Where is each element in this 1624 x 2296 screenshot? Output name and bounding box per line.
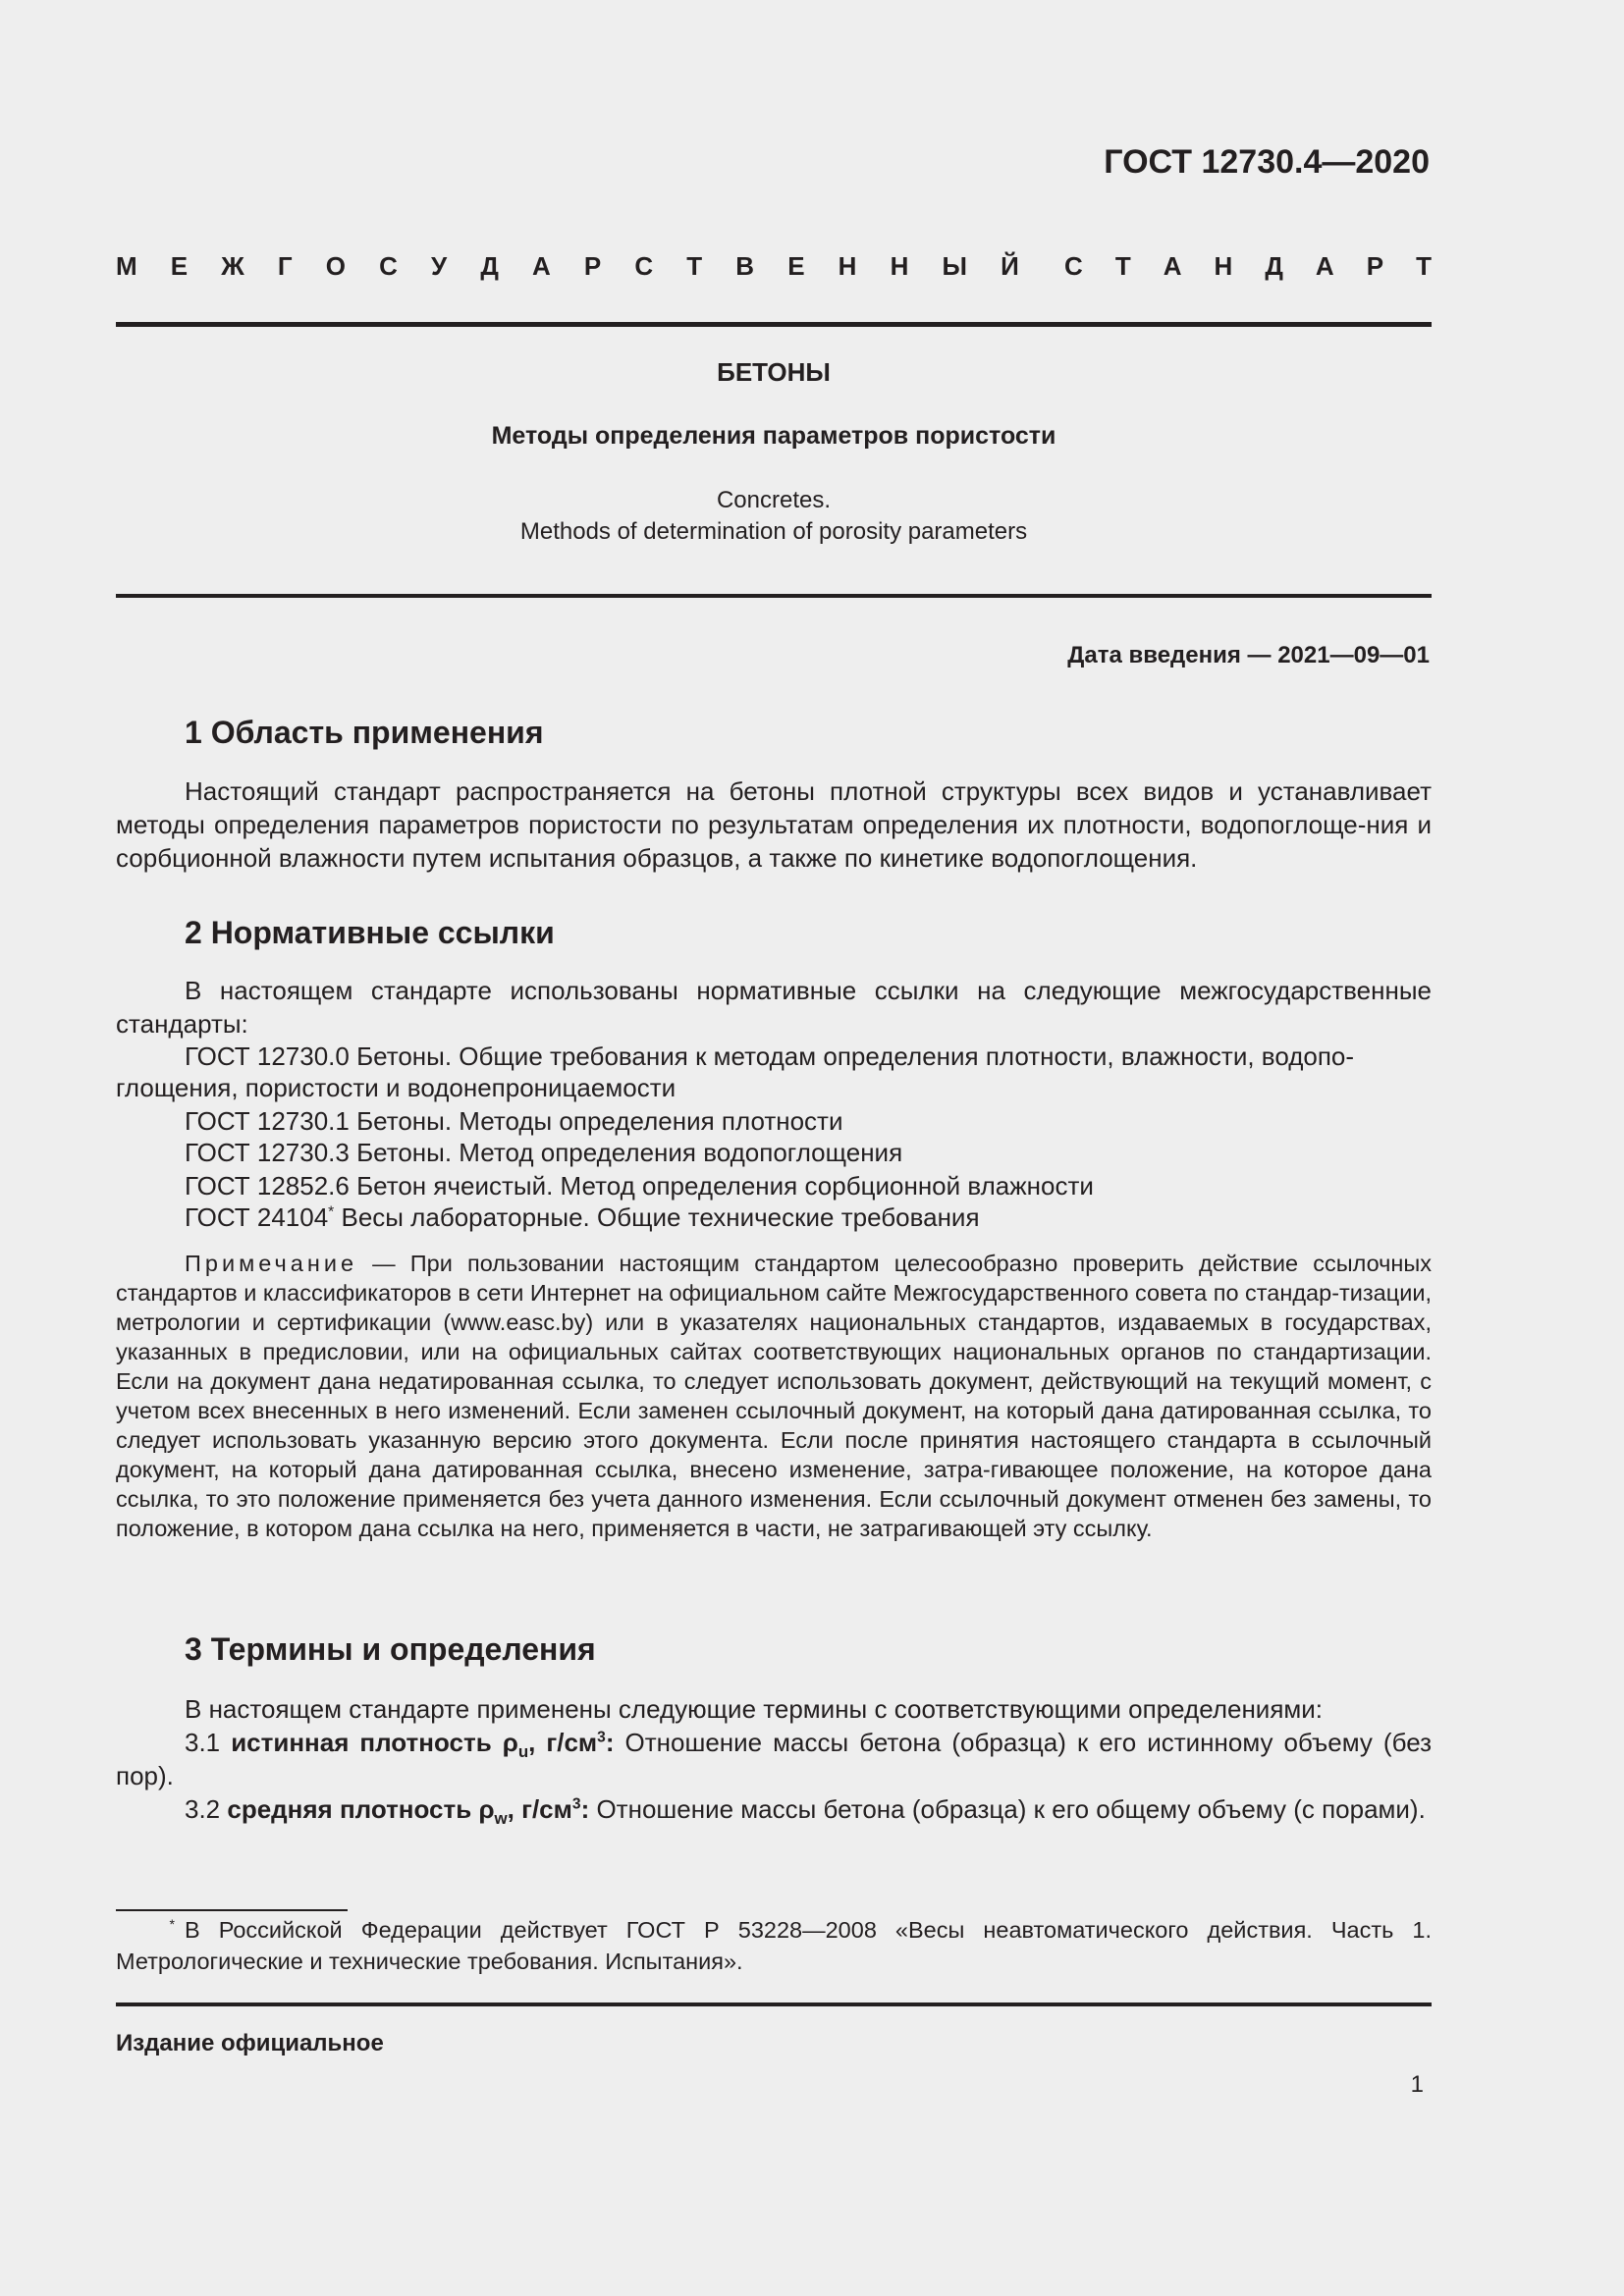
page-number: 1 (1410, 2071, 1424, 2098)
section3-intro (116, 1692, 1432, 1726)
term-name-text: истинная плотность ρ (231, 1728, 518, 1757)
term-number: 3.2 (185, 1794, 228, 1824)
banner-letter: Н (890, 251, 909, 281)
english-title (116, 485, 1432, 548)
reference-gost-12730-1: ГОСТ 12730.1 Бетоны. Методы определения плотности (185, 1106, 843, 1136)
term-unit: , г/см (507, 1794, 572, 1824)
english-title-line2: Methods of determination of porosity parameters (519, 518, 1028, 545)
reference-gost-24104 (185, 1201, 980, 1233)
section1-text: Настоящий стандарт распространяется на бетоны плотной структуры всех видов и устанавливает методы определения параметров пористости по результатам определения их плотности, водопоглоще-ния и сорбционной влажности путем испытания образцов, а также по кинетике водопоглощения. (116, 776, 1432, 873)
term-colon: : (580, 1794, 590, 1824)
term-name-text: средняя плотность ρ (227, 1794, 495, 1824)
top-divider (116, 322, 1432, 327)
banner-letter: Ж (221, 251, 244, 281)
footnote (116, 1914, 1432, 1977)
term-subscript: u (517, 1742, 529, 1762)
official-edition-label: Издание официальное (116, 2030, 384, 2056)
banner-letter: Т (1416, 251, 1432, 281)
banner-letter: У (431, 251, 448, 281)
banner-letter: Ы (942, 251, 967, 281)
footnote-divider (116, 1909, 348, 1911)
banner-letter: А (1163, 251, 1182, 281)
footer-divider (116, 2002, 1432, 2006)
banner-letter: Д (1265, 251, 1283, 281)
banner-letter: Е (787, 251, 805, 281)
banner-letter: С (634, 251, 654, 281)
footnote-text: В Российской Федерации действует ГОСТ Р 53228—2008 «Весы неавтоматического действия. Часть 1. Метрологические и технические требования. Испытания». (116, 1917, 1432, 1974)
term-unit: , г/см (528, 1728, 598, 1757)
document-subtitle: Методы определения параметров пористости (491, 422, 1056, 450)
reference-gost-12730-3: ГОСТ 12730.3 Бетоны. Метод определения водопоглощения (185, 1138, 903, 1167)
note-label: Примечание (185, 1251, 358, 1276)
note-text: — При пользовании настоящим стандартом целесообразно проверить действие ссылочных стандартов и классификаторов в сети Интернет на официальном сайте Межгосударственного совета по стандар-тизации, метрологии и сертификации (www.easc.by) или в указателях национальных стандартов, издаваемых в государствах, указанных в предисловии, или на официальных сайтах соответствующих национальных органов по стандартизации. Если на документ дана недатированная ссылка, то следует использовать документ, действующий на текущий момент, с учетом всех внесенных в него изменений. Если заменен ссылочный документ, на который дана датированная ссылка, то следует использовать указанную версию этого документа. Если после принятия настоящего стандарта в ссылочный документ, на который дана датированная ссылка, внесено изменение, затра-гивающее положение, на которое дана ссылка, то это положение применяется без учета данного изменения. Если ссылочный документ отменен без замены, то положение, в котором дана ссылка на него, применяется в части, не затрагивающей эту ссылку. (116, 1251, 1432, 1541)
term-superscript: 3 (597, 1729, 606, 1746)
banner-letter: Р (1366, 251, 1384, 281)
document-title: БЕТОНЫ (717, 357, 831, 387)
footnote-marker: * (328, 1203, 335, 1221)
banner-letter: Г (277, 251, 293, 281)
reference-gost-12730-0-cont: глощения, пористости и водонепроницаемости (116, 1073, 677, 1102)
banner-letter: Е (170, 251, 189, 281)
term-superscript: 3 (571, 1795, 581, 1813)
banner-letter: В (735, 251, 755, 281)
banner-letter: С (379, 251, 398, 281)
standard-number: ГОСТ 12730.4—2020 (1104, 143, 1430, 181)
section3-heading: 3 Термины и определения (185, 1631, 596, 1667)
title-divider (116, 594, 1432, 598)
section2-intro (116, 974, 1432, 1041)
section2-intro-text: В настоящем стандарте использованы нормативные ссылки на следующие межгосударственные стандарты: (116, 976, 1432, 1039)
english-title-line1: Concretes. (716, 487, 832, 513)
banner-letter: Й (1001, 251, 1019, 281)
banner-letter: Т (1114, 251, 1131, 281)
reference-gost-24104-text: Весы лабораторные. Общие технические требования (334, 1202, 980, 1232)
reference-gost-24104-code: ГОСТ 24104 (185, 1202, 329, 1232)
banner-letter: Т (686, 251, 703, 281)
term-name (227, 1794, 590, 1829)
term-colon: : (605, 1728, 615, 1757)
term-true-density (116, 1726, 1432, 1792)
section3-intro-text: В настоящем стандарте применены следующие термины с соответствующими определениями: (185, 1694, 1324, 1724)
banner-letter: О (325, 251, 346, 281)
section2-heading: 2 Нормативные ссылки (185, 915, 555, 950)
introduction-date: Дата введения — 2021—09—01 (1067, 642, 1430, 668)
banner-letter: Д (480, 251, 499, 281)
banner-letter: С (1064, 251, 1083, 281)
term-name (231, 1728, 615, 1762)
term-subscript: w (494, 1809, 508, 1829)
banner-letter: Н (1214, 251, 1233, 281)
banner-word-interstate (116, 251, 1019, 282)
banner-letter: Н (838, 251, 857, 281)
term-definition: Отношение массы бетона (образца) к его истинному объему (без пор). (116, 1728, 1433, 1790)
term-number: 3.1 (185, 1728, 232, 1757)
reference-gost-12730-0: ГОСТ 12730.0 Бетоны. Общие требования к методам определения плотности, влажности, водопо- (185, 1041, 1355, 1071)
term-average-density (116, 1792, 1432, 1829)
banner-letter: Р (583, 251, 602, 281)
section1-heading: 1 Область применения (185, 715, 544, 750)
banner-letter: А (532, 251, 551, 281)
banner-letter: А (1315, 251, 1334, 281)
banner-word-standard (1064, 251, 1432, 282)
footnote-mark: * (169, 1916, 175, 1933)
term-definition: Отношение массы бетона (образца) к его общему объему (с порами). (589, 1794, 1426, 1824)
interstate-standard-banner (116, 251, 1432, 282)
section1-paragraph (116, 774, 1432, 875)
banner-letter: М (116, 251, 137, 281)
note-paragraph (116, 1249, 1432, 1543)
reference-gost-12852-6: ГОСТ 12852.6 Бетон ячеистый. Метод определения сорбционной влажности (185, 1171, 1094, 1201)
